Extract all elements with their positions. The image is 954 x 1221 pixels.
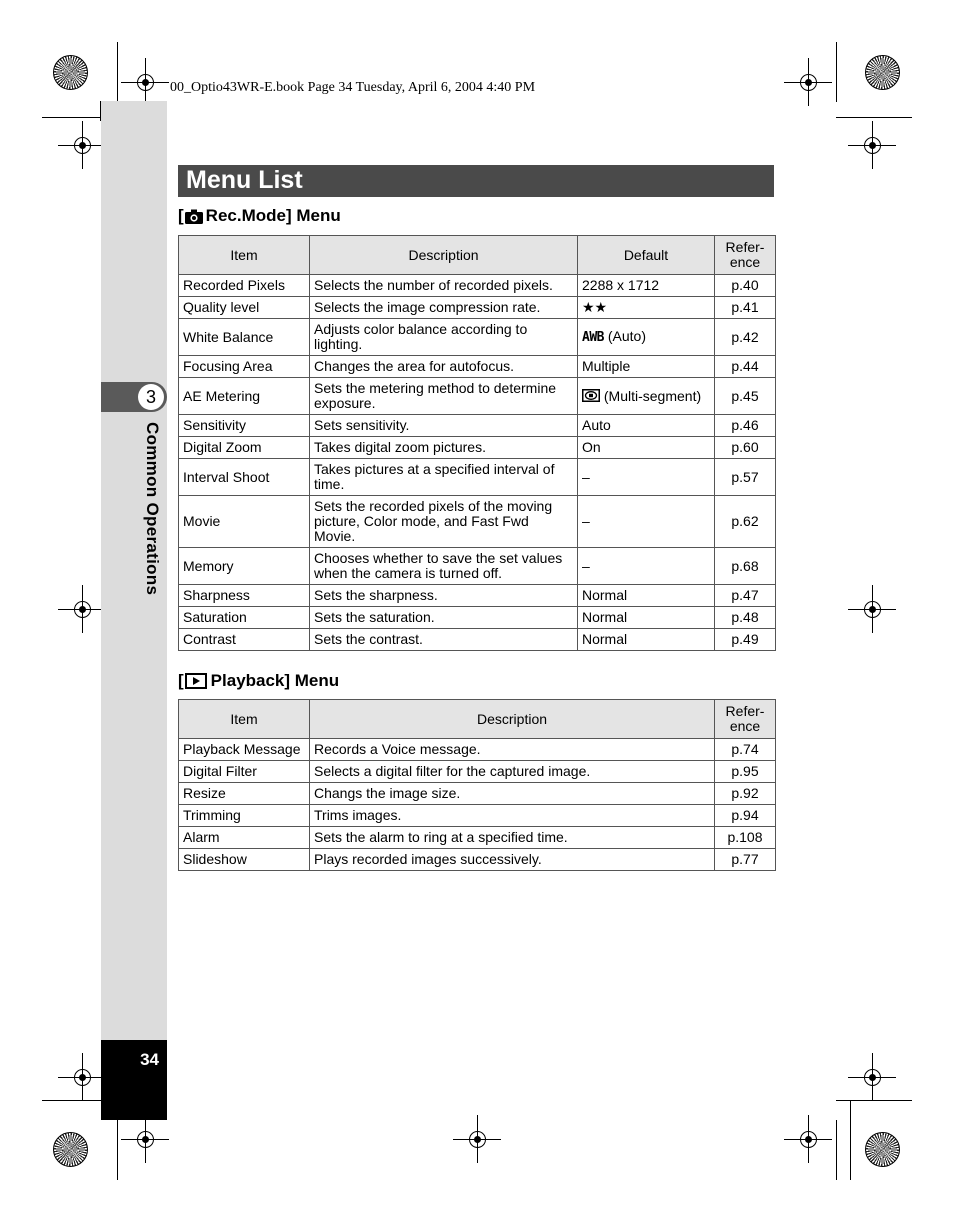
- multi-segment-metering-icon: [582, 389, 600, 402]
- cell-description: Takes pictures at a specified interval of time.: [310, 459, 578, 496]
- cell-item: Alarm: [179, 827, 310, 849]
- cell-default-text: ★★: [582, 299, 608, 315]
- cell-reference: p.42: [715, 319, 776, 356]
- registration-mark-dot: [869, 606, 876, 613]
- rec-mode-menu-table: [178, 235, 776, 651]
- cell-description: Selects the image compression rate.: [310, 297, 578, 319]
- cell-default-text: (Auto): [603, 328, 646, 344]
- registration-mark-dot: [79, 142, 86, 149]
- crop-mark: [836, 42, 837, 102]
- cell-description: Adjusts color balance according to lighting.: [310, 319, 578, 356]
- cell-reference: p.49: [715, 629, 776, 651]
- table-header-row: [179, 700, 776, 739]
- registration-mark-dot: [805, 1136, 812, 1143]
- cell-default-text: Auto: [582, 417, 611, 433]
- crop-mark: [836, 117, 912, 118]
- registration-mark-dot: [142, 1136, 149, 1143]
- cell-default-text: –: [582, 468, 590, 485]
- starburst-mark: [53, 1132, 88, 1167]
- cell-reference: p.77: [715, 849, 776, 871]
- cell-default: [578, 437, 715, 459]
- crop-mark: [42, 1100, 102, 1101]
- cell-default-text: On: [582, 439, 601, 455]
- cell-default: [578, 496, 715, 548]
- crop-mark: [836, 1120, 837, 1180]
- table-row: [179, 437, 776, 459]
- registration-mark-dot: [79, 606, 86, 613]
- starburst-mark: [865, 1132, 900, 1167]
- page-number: 34: [140, 1050, 159, 1069]
- cell-default-text: –: [582, 557, 590, 574]
- cell-item: Digital Filter: [179, 761, 310, 783]
- crop-mark: [850, 1100, 851, 1180]
- table-row: [179, 805, 776, 827]
- cell-reference: p.92: [715, 783, 776, 805]
- cell-reference: p.47: [715, 585, 776, 607]
- table-row: [179, 415, 776, 437]
- crop-mark: [117, 1120, 118, 1180]
- cell-description: Sets the saturation.: [310, 607, 578, 629]
- cell-reference: p.46: [715, 415, 776, 437]
- cell-item: Trimming: [179, 805, 310, 827]
- page-title: Menu List: [186, 166, 303, 194]
- cell-default-text: Normal: [582, 609, 628, 625]
- column-header-reference: Refer- ence: [715, 236, 776, 275]
- cell-default-text: Multiple: [582, 358, 631, 374]
- cell-item: Recorded Pixels: [179, 275, 310, 297]
- column-header-item: Item: [179, 700, 310, 739]
- cell-default-text: Normal: [582, 631, 628, 647]
- table-row: [179, 319, 776, 356]
- table-row: [179, 378, 776, 415]
- cell-item: White Balance: [179, 319, 310, 356]
- cell-default-text: 2288 x 1712: [582, 277, 660, 293]
- cell-item: Focusing Area: [179, 356, 310, 378]
- cell-description: Selects the number of recorded pixels.: [310, 275, 578, 297]
- playback-heading: [178, 671, 339, 691]
- awb-icon: AWB: [582, 330, 604, 345]
- table-header-row: [179, 236, 776, 275]
- cell-description: Sets the metering method to determine exposure.: [310, 378, 578, 415]
- rec-mode-heading: [178, 206, 341, 226]
- cell-description: Sets the sharpness.: [310, 585, 578, 607]
- cell-description: Changes the area for autofocus.: [310, 356, 578, 378]
- cell-item: Contrast: [179, 629, 310, 651]
- cell-description: Selects a digital filter for the captured image.: [310, 761, 715, 783]
- column-header-description: Description: [310, 700, 715, 739]
- open-bracket: [: [178, 671, 184, 690]
- cell-default: [578, 297, 715, 319]
- registration-mark-dot: [79, 1074, 86, 1081]
- cell-reference: p.41: [715, 297, 776, 319]
- column-header-reference: Refer- ence: [715, 700, 776, 739]
- table-row: [179, 496, 776, 548]
- registration-mark-dot: [805, 79, 812, 86]
- playback-heading-text: Playback] Menu: [210, 671, 340, 690]
- cell-description: Takes digital zoom pictures.: [310, 437, 578, 459]
- column-header-default: Default: [578, 236, 715, 275]
- registration-mark-dot: [142, 79, 149, 86]
- crop-mark: [836, 1100, 912, 1101]
- cell-description: Chooses whether to save the set values when the camera is turned off.: [310, 548, 578, 585]
- cell-description: Sets the alarm to ring at a specified time.: [310, 827, 715, 849]
- table-row: [179, 783, 776, 805]
- sidebar-strip: [101, 101, 167, 1120]
- cell-item: Sharpness: [179, 585, 310, 607]
- cell-default: [578, 607, 715, 629]
- cell-description: Sets the recorded pixels of the moving picture, Color mode, and Fast Fwd Movie.: [310, 496, 578, 548]
- cell-item: Saturation: [179, 607, 310, 629]
- crop-mark: [117, 42, 118, 102]
- cell-reference: p.48: [715, 607, 776, 629]
- cell-item: Movie: [179, 496, 310, 548]
- cell-description: Trims images.: [310, 805, 715, 827]
- cell-default-text: Normal: [582, 587, 628, 603]
- cell-reference: p.44: [715, 356, 776, 378]
- column-header-item: Item: [179, 236, 310, 275]
- cell-item: Memory: [179, 548, 310, 585]
- cell-item: Interval Shoot: [179, 459, 310, 496]
- table-row: [179, 297, 776, 319]
- crop-mark: [42, 117, 102, 118]
- column-header-description: Description: [310, 236, 578, 275]
- table-row: [179, 761, 776, 783]
- cell-reference: p.57: [715, 459, 776, 496]
- table-row: [179, 275, 776, 297]
- starburst-mark: [53, 55, 88, 90]
- cell-item: Slideshow: [179, 849, 310, 871]
- table-row: [179, 548, 776, 585]
- cell-default: [578, 319, 715, 356]
- chapter-number: 3: [138, 384, 164, 410]
- cell-item: Digital Zoom: [179, 437, 310, 459]
- camera-icon: [185, 209, 203, 224]
- table-row: [179, 356, 776, 378]
- cell-reference: p.68: [715, 548, 776, 585]
- chapter-title: Common Operations: [143, 422, 162, 596]
- table-row: [179, 827, 776, 849]
- cell-reference: p.94: [715, 805, 776, 827]
- starburst-mark: [865, 55, 900, 90]
- table-row: [179, 607, 776, 629]
- cell-reference: p.60: [715, 437, 776, 459]
- cell-default: [578, 585, 715, 607]
- cell-reference: p.62: [715, 496, 776, 548]
- cell-reference: p.40: [715, 275, 776, 297]
- rec-mode-heading-text: Rec.Mode] Menu: [205, 206, 341, 225]
- print-header: 00_Optio43WR-E.book Page 34 Tuesday, April 6, 2004 4:40 PM: [170, 80, 536, 95]
- cell-default: [578, 378, 715, 415]
- cell-default: [578, 415, 715, 437]
- cell-item: AE Metering: [179, 378, 310, 415]
- cell-description: Records a Voice message.: [310, 739, 715, 761]
- cell-description: Plays recorded images successively.: [310, 849, 715, 871]
- cell-default-text: –: [582, 513, 590, 529]
- open-bracket: [: [178, 206, 184, 225]
- cell-default: [578, 356, 715, 378]
- playback-icon: [185, 673, 207, 689]
- registration-mark-dot: [869, 142, 876, 149]
- table-row: [179, 585, 776, 607]
- cell-item: Resize: [179, 783, 310, 805]
- table-row: [179, 629, 776, 651]
- cell-reference: p.74: [715, 739, 776, 761]
- cell-default: [578, 629, 715, 651]
- cell-description: Sets the contrast.: [310, 629, 578, 651]
- cell-default: [578, 459, 715, 496]
- cell-item: Quality level: [179, 297, 310, 319]
- cell-item: Sensitivity: [179, 415, 310, 437]
- table-row: [179, 739, 776, 761]
- cell-reference: p.108: [715, 827, 776, 849]
- registration-mark-dot: [474, 1136, 481, 1143]
- registration-mark-dot: [869, 1074, 876, 1081]
- cell-item: Playback Message: [179, 739, 310, 761]
- cell-description: Changs the image size.: [310, 783, 715, 805]
- playback-menu-table: [178, 699, 776, 871]
- cell-default-text: (Multi-segment): [600, 387, 702, 404]
- cell-description: Sets sensitivity.: [310, 415, 578, 437]
- cell-reference: p.45: [715, 378, 776, 415]
- table-row: [179, 459, 776, 496]
- cell-default: [578, 548, 715, 585]
- cell-reference: p.95: [715, 761, 776, 783]
- table-row: [179, 849, 776, 871]
- cell-default: [578, 275, 715, 297]
